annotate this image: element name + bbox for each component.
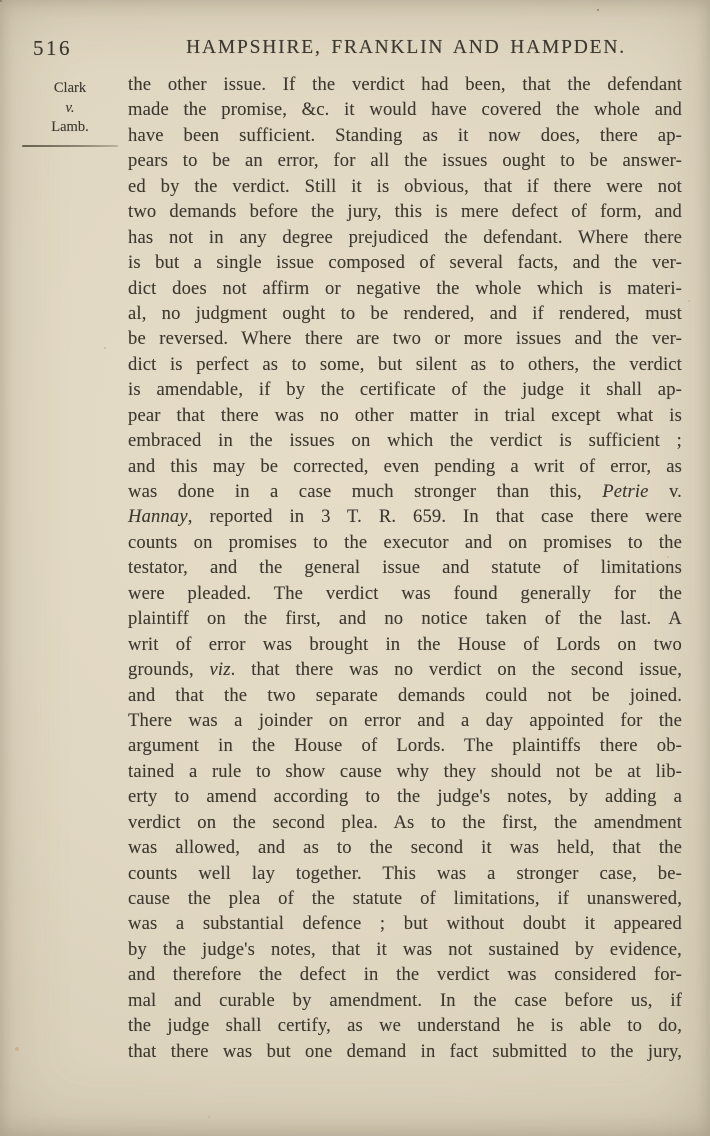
text-line: pear that there was no other matter in trial except what is bbox=[128, 404, 682, 426]
text-line: embraced in the issues on which the verdict is sufficient ; bbox=[128, 430, 682, 452]
text-line: and therefore the defect in the verdict was considered for- bbox=[128, 964, 682, 986]
text-line: cause the plea of the statute of limitations, if unanswered, bbox=[128, 888, 682, 909]
text-line: by the judge's notes, that it was not sustained by evidence, bbox=[128, 938, 682, 960]
text-line: verdict on the second plea. As to the first, the amendment bbox=[128, 811, 682, 833]
running-title: HAMPSHIRE, FRANKLIN AND HAMPDEN. bbox=[186, 37, 626, 58]
margin-note-party2: Lamb. bbox=[51, 119, 89, 135]
text-line: have been sufficient. Standing as it now does, there ap- bbox=[128, 124, 682, 146]
page-header bbox=[0, 36, 710, 62]
text-line: There was a joinder on error and a day appointed for the bbox=[128, 709, 682, 731]
text-line: two demands before the jury, this is mere defect of form, and bbox=[128, 201, 682, 223]
text-line: is amendable, if by the certificate of the judge it shall ap- bbox=[128, 379, 682, 401]
page-body-text bbox=[128, 74, 682, 1066]
text-line: is but a single issue composed of several facts, and the ver- bbox=[128, 252, 682, 274]
text-line: erty to amend according to the judge's notes, by adding a bbox=[128, 786, 682, 808]
text-line: counts on promises to the executor and on promises to the bbox=[128, 531, 682, 553]
text-line: the other issue. If the verdict had been, that the defendant bbox=[128, 74, 682, 95]
margin-note-case-name bbox=[18, 79, 122, 147]
text-line: argument in the House of Lords. The plaintiffs there ob- bbox=[128, 735, 682, 757]
text-line: was a substantial defence ; but without doubt it appeared bbox=[128, 913, 682, 935]
text-line: the judge shall certify, as we understand he is able to do, bbox=[128, 1015, 682, 1037]
text-line: were pleaded. The verdict was found generally for the bbox=[128, 582, 682, 604]
text-line: dict does not affirm or negative the whole which is materi- bbox=[128, 277, 682, 299]
text-line: tained a rule to show cause why they should not be at lib- bbox=[128, 760, 682, 782]
paper-specks bbox=[0, 0, 2, 2]
text-line: that there was but one demand in fact submitted to the jury, bbox=[128, 1040, 682, 1062]
text-line: and that the two separate demands could not be joined. bbox=[128, 684, 682, 706]
text-line: dict is perfect as to some, but silent as to others, the verdict bbox=[128, 353, 682, 375]
text-line: mal and curable by amendment. In the case before us, if bbox=[128, 989, 682, 1011]
text-line: ed by the verdict. Still it is obvious, that if there were not bbox=[128, 175, 682, 197]
text-line: was done in a case much stronger than this, Petrie v. bbox=[128, 481, 682, 502]
text-line: plaintiff on the first, and no notice taken of the last. A bbox=[128, 608, 682, 630]
margin-note-party1: Clark bbox=[53, 80, 87, 96]
text-line: has not in any degree prejudiced the defendant. Where there bbox=[128, 226, 682, 248]
text-line: counts well lay together. This was a stronger case, be- bbox=[128, 862, 682, 884]
text-line: al, no judgment ought to be rendered, and if rendered, must bbox=[128, 302, 682, 324]
margin-note-versus: v. bbox=[65, 99, 75, 116]
text-line: grounds, viz. that there was no verdict on the second issue, bbox=[128, 659, 682, 681]
text-line: Hannay, reported in 3 T. R. 659. In that case there were bbox=[128, 506, 682, 528]
text-line: testator, and the general issue and statute of limitations bbox=[128, 557, 682, 579]
page-number: 516 bbox=[33, 36, 72, 60]
text-line: pears to be an error, for all the issues ought to be answer- bbox=[128, 150, 682, 172]
text-line: writ of error was brought in the House of Lords on two bbox=[128, 633, 682, 655]
margin-note-rule bbox=[22, 145, 118, 147]
text-line: made the promise, &c. it would have covered the whole and bbox=[128, 99, 682, 121]
text-line: and this may be corrected, even pending a writ of error, as bbox=[128, 455, 682, 477]
text-line: was allowed, and as to the second it was held, that the bbox=[128, 837, 682, 859]
text-line: be reversed. Where there are two or more issues and the ver- bbox=[128, 328, 682, 350]
